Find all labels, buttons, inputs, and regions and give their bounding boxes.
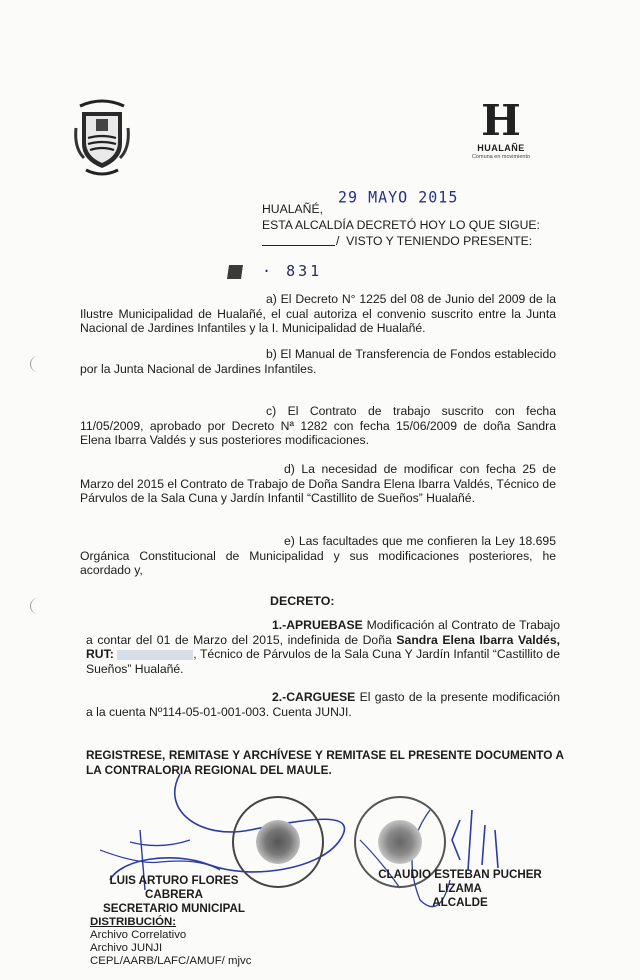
closing-statement: REGISTRESE, REMITASE Y ARCHÍVESE Y REMITASE EL PRESENTE DOCUMENTO A LA CONTRALORIA REGIONAL DEL MAULE.: [86, 748, 564, 777]
signatory-right-name: CLAUDIO ESTEBAN PUCHER LIZAMA: [378, 868, 542, 895]
intro-line: ESTA ALCALDÍA DECRETÓ HOY LO QUE SIGUE:: [262, 218, 540, 232]
decreto-heading: DECRETO:: [270, 594, 335, 608]
hualane-logo: [466, 96, 536, 170]
visto-e: e) Las facultades que me confieren la Ley 18.695 Orgánica Constitucional de Municipalidad y sus modificaciones posteriores, he acordado y,: [80, 534, 556, 578]
place-label: HUALAÑÉ,: [262, 202, 323, 216]
signatory-left-title: SECRETARIO MUNICIPAL: [103, 902, 245, 915]
resolution-1: 1.-APRUEBASE Modificación al Contrato de Trabajo a contar del 01 de Marzo del 2015, indefinida de Doña Sandra Elena Ibarra Valdés, RUT: , Técnico de Párvulos de la Sala Cuna Y Jardín Infantil “Castillito de Sueños” Hualañé.: [86, 618, 560, 676]
distribution-line: Archivo JUNJI: [90, 942, 163, 954]
logo-letter: H: [481, 96, 521, 145]
distribution-heading: DISTRIBUCIÓN:: [90, 916, 177, 928]
logo-tagline: Comuna en movimiento: [471, 154, 531, 160]
visto-c: c) El Contrato de trabajo suscrito con fecha 11/05/2009, aprobado por Decreto Nª 1282 con fecha 15/06/2009 de doña Sandra Elena Ibarra Valdés y sus posteriores modificaciones.: [80, 404, 556, 448]
visto-b: b) El Manual de Transferencia de Fondos establecido por la Junta Nacional de Jardines Infantiles.: [80, 347, 556, 376]
resolution-2: [86, 690, 560, 719]
resolution-1-name: Sandra Elena Ibarra Valdés, RUT:: [86, 632, 560, 662]
resolution-1-text-end: Técnico de Párvulos de la Sala Cuna Y Jardín Infantil “Castillito de Sueños” Hualañé.: [86, 647, 560, 676]
punch-hole: [30, 356, 41, 372]
punch-hole: [30, 598, 41, 614]
municipal-crest-logo: [72, 98, 132, 178]
redacted-rut: [117, 650, 193, 660]
resolution-2-text: El gasto de la presente modificación a la cuenta Nº114-05-01-001-003. Cuenta JUNJI.: [86, 690, 560, 719]
signatory-right: [356, 868, 564, 910]
intro-visto-line: VISTO Y TENIENDO PRESENTE:: [346, 234, 533, 248]
date-stamp: 29 MAYO 2015: [338, 187, 459, 207]
distribution-block: [90, 916, 251, 968]
distribution-line: Archivo Correlativo: [90, 929, 187, 941]
visto-d: d) La necesidad de modificar con fecha 25 de Marzo del 2015 el Contrato de Trabajo de Doña Sandra Elena Ibarra Valdés, Técnico de Párvulos de la Sala Cuna y Jardín Infantil “Castillito de Sueños” Hualañé.: [80, 462, 556, 506]
resolution-1-label: 1.-APRUEBASE: [272, 618, 363, 632]
decree-number: · 831: [262, 262, 323, 280]
blank-line: [262, 245, 335, 246]
decree-number-value: 831: [286, 262, 323, 280]
logo-name: HUALAÑE: [477, 143, 525, 153]
resolution-2-label: 2.-CARGUESE: [272, 690, 356, 704]
visto-a: a) El Decreto N° 1225 del 08 de Junio del 2009 de la Ilustre Municipalidad de Hualañé, el cual autoriza el convenio suscrito entre la Junta Nacional de Jardines Infantiles y la I. Municipalidad de Hualañé.: [80, 292, 556, 336]
stamp-mark: [227, 265, 243, 279]
signatory-right-title: ALCALDE: [432, 896, 488, 909]
signatory-left: [86, 874, 262, 916]
distribution-line: CEPL/AARB/LAFC/AMUF/ mjvc: [90, 955, 252, 967]
signatory-left-name: LUIS ARTURO FLORES CABRERA: [109, 874, 239, 901]
resolution-1-text: Modificación al Contrato de Trabajo a contar del 01 de Marzo del 2015, indefinida de Doña: [86, 618, 560, 647]
